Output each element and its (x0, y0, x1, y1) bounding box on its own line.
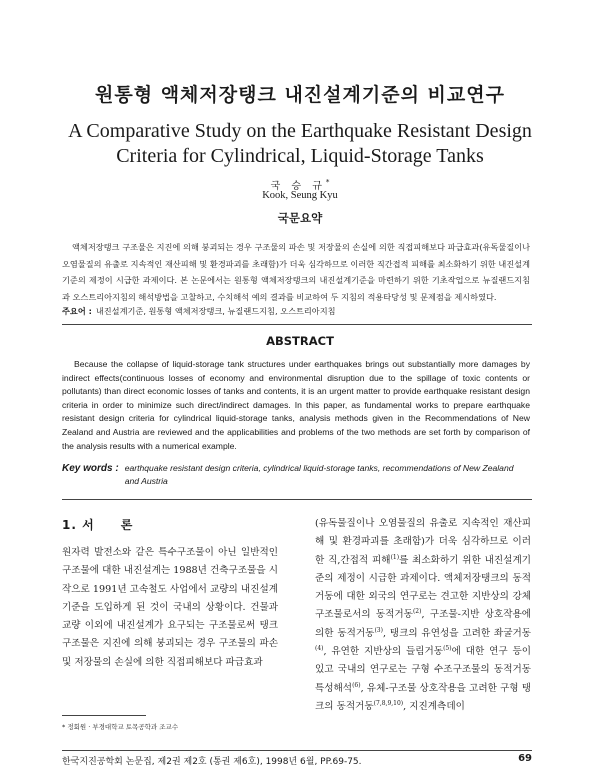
korean-keywords-label: 주요어 : (62, 306, 92, 316)
reference-mark: (6) (352, 681, 361, 689)
paper-title-english (0, 119, 600, 169)
section-heading-introduction (62, 516, 133, 533)
journal-citation: 한국지진공학회 논문집, 제2권 제2호 (통권 제6호), 1998년 6월, PP.69-75. (62, 757, 362, 767)
page-number: 69 (518, 753, 532, 764)
author-footnote-mark: * (325, 178, 330, 187)
title-en-line1: A Comparative Study on the Earthquake Resistant Design (68, 120, 532, 142)
english-keywords (62, 462, 530, 488)
author-name-korean: 국 승 규 (270, 181, 326, 192)
reference-mark: (2) (412, 608, 422, 616)
korean-abstract-heading: 국문요약 (277, 211, 323, 225)
divider-line (62, 324, 532, 325)
title-en-line2: Criteria for Cylindrical, Liquid-Storage Tanks (116, 145, 484, 167)
footer-divider (62, 750, 532, 751)
section-title-char1: 서 (82, 518, 95, 532)
korean-keywords (62, 306, 530, 317)
column-right-text: (유독물질이나 오염물질의 유출로 지속적인 재산피해 및 환경파괴를 초래함)가 더욱 심각하므로 이러한 직,간접적 피해$^{(1)}$를 최소화하기 위한 내진설계기준의 제정이 시급한 과제이다. 액체저장탱크의 동적거동에 대한 외국의 연구로는 견고한 지반상의 강체구조물로서의 동적거동$^{(2)}$, 구조물-지반 상호작용에 의한 동적거동$^{(3)}$, 탱크의 유연성을 고려한 좌굴거동$^{(4)}$, 유연한 지반상의 들림거동$^{(5)}$에 대한 연구 등이 있고 국내의 연구로는 구형 수조구조물의 동적거동 특성해석$^{(6)}$, 유체-구조물 상호작용을 고려한 구형 탱크의 동적거동$^{(7,8,9,10)}$, 지진계측데이 (315, 518, 532, 712)
abstract-body: Because the collapse of liquid-storage tank structures under earthquakes brings out substantially more damages by indirect effects(continuous losses of economy and environmental disruption due to the spillage of toxic contents or pollutants) than direct economic losses of tanks and contents, it is an urgent matter to provide earthquake resistant design criteria in order to minimize such direct/indirect damages. In this paper, as fundamental works to prepare earthquake resistant design criteria for cylindrical liquid-storage tanks, analysis methods given in the Recommendations of New Zealand and Austria are reviewed and the applicabilities and problems of the two methods are set forth by comparison of the analysis results with a numerical example. (62, 359, 530, 451)
english-keywords-text: earthquake resistant design criteria, cylindrical liquid-storage tanks, recommendations of New Zealand and Austria (124, 463, 514, 486)
korean-keywords-text: 내진설계기준, 원통형 액체저장탱크, 뉴질랜드지침, 오스트리아지침 (95, 306, 336, 316)
reference-mark: (3) (374, 626, 383, 634)
abstract-heading: ABSTRACT (266, 334, 334, 348)
footnote: * 정회원 · 부경대학교 토목공학과 조교수 (62, 723, 179, 731)
divider-line (62, 499, 532, 500)
korean-abstract-body: 액체저장탱크 구조물은 지진에 의해 붕괴되는 경우 구조물의 파손 및 저장물의 손실에 의한 직접피해보다 파급효과(유독물질이나 오염물질의 유출로 지속적인 재산피해 및 환경파괴를 초래함)가 더욱 심각하므로 이러한 직간접적 피해를 최소화하기 위한 내진설계기준의 제정이 시급한 과제이다. 본 논문에서는 원통형 액체저장탱크의 내진설계기준을 마련하기 위한 기초작업으로 뉴질랜드지침과 오스트리아지침의 해석방법을 고찰하고, 수치해석 예의 결과를 비교하여 두 지침의 적용타당성 및 문제점을 제시하였다. (62, 242, 530, 302)
section-number: 1. (62, 518, 77, 532)
paper-title-korean: 원통형 액체저장탱크 내진설계기준의 비교연구 (95, 84, 505, 106)
reference-mark: (7,8,9,10) (373, 699, 404, 707)
author-english: Kook, Seung Kyu (262, 190, 338, 201)
reference-mark: (1) (390, 553, 400, 561)
column-left-text: 원자력 발전소와 같은 특수구조물이 아닌 일반적인 구조물에 대한 내진설계는 1988년 건축구조물을 시작으로 1991년 고속철도 사업에서 교량의 내진설계기준을 도입하게 된 것이 국내의 상황이다. 건물과 교량 이외에 내진설계가 요구되는 구조물로써 탱크구조물은 지진에 의해 붕괴되는 경우 구조물의 파손 및 저장물의 손실에 의한 직접피해보다 파급효과 (62, 547, 278, 668)
reference-mark: (4) (315, 644, 324, 652)
section-title-char2: 론 (120, 518, 134, 532)
english-keywords-label: Key words : (62, 463, 119, 474)
footnote-divider (62, 715, 146, 716)
reference-mark: (5) (443, 644, 452, 652)
